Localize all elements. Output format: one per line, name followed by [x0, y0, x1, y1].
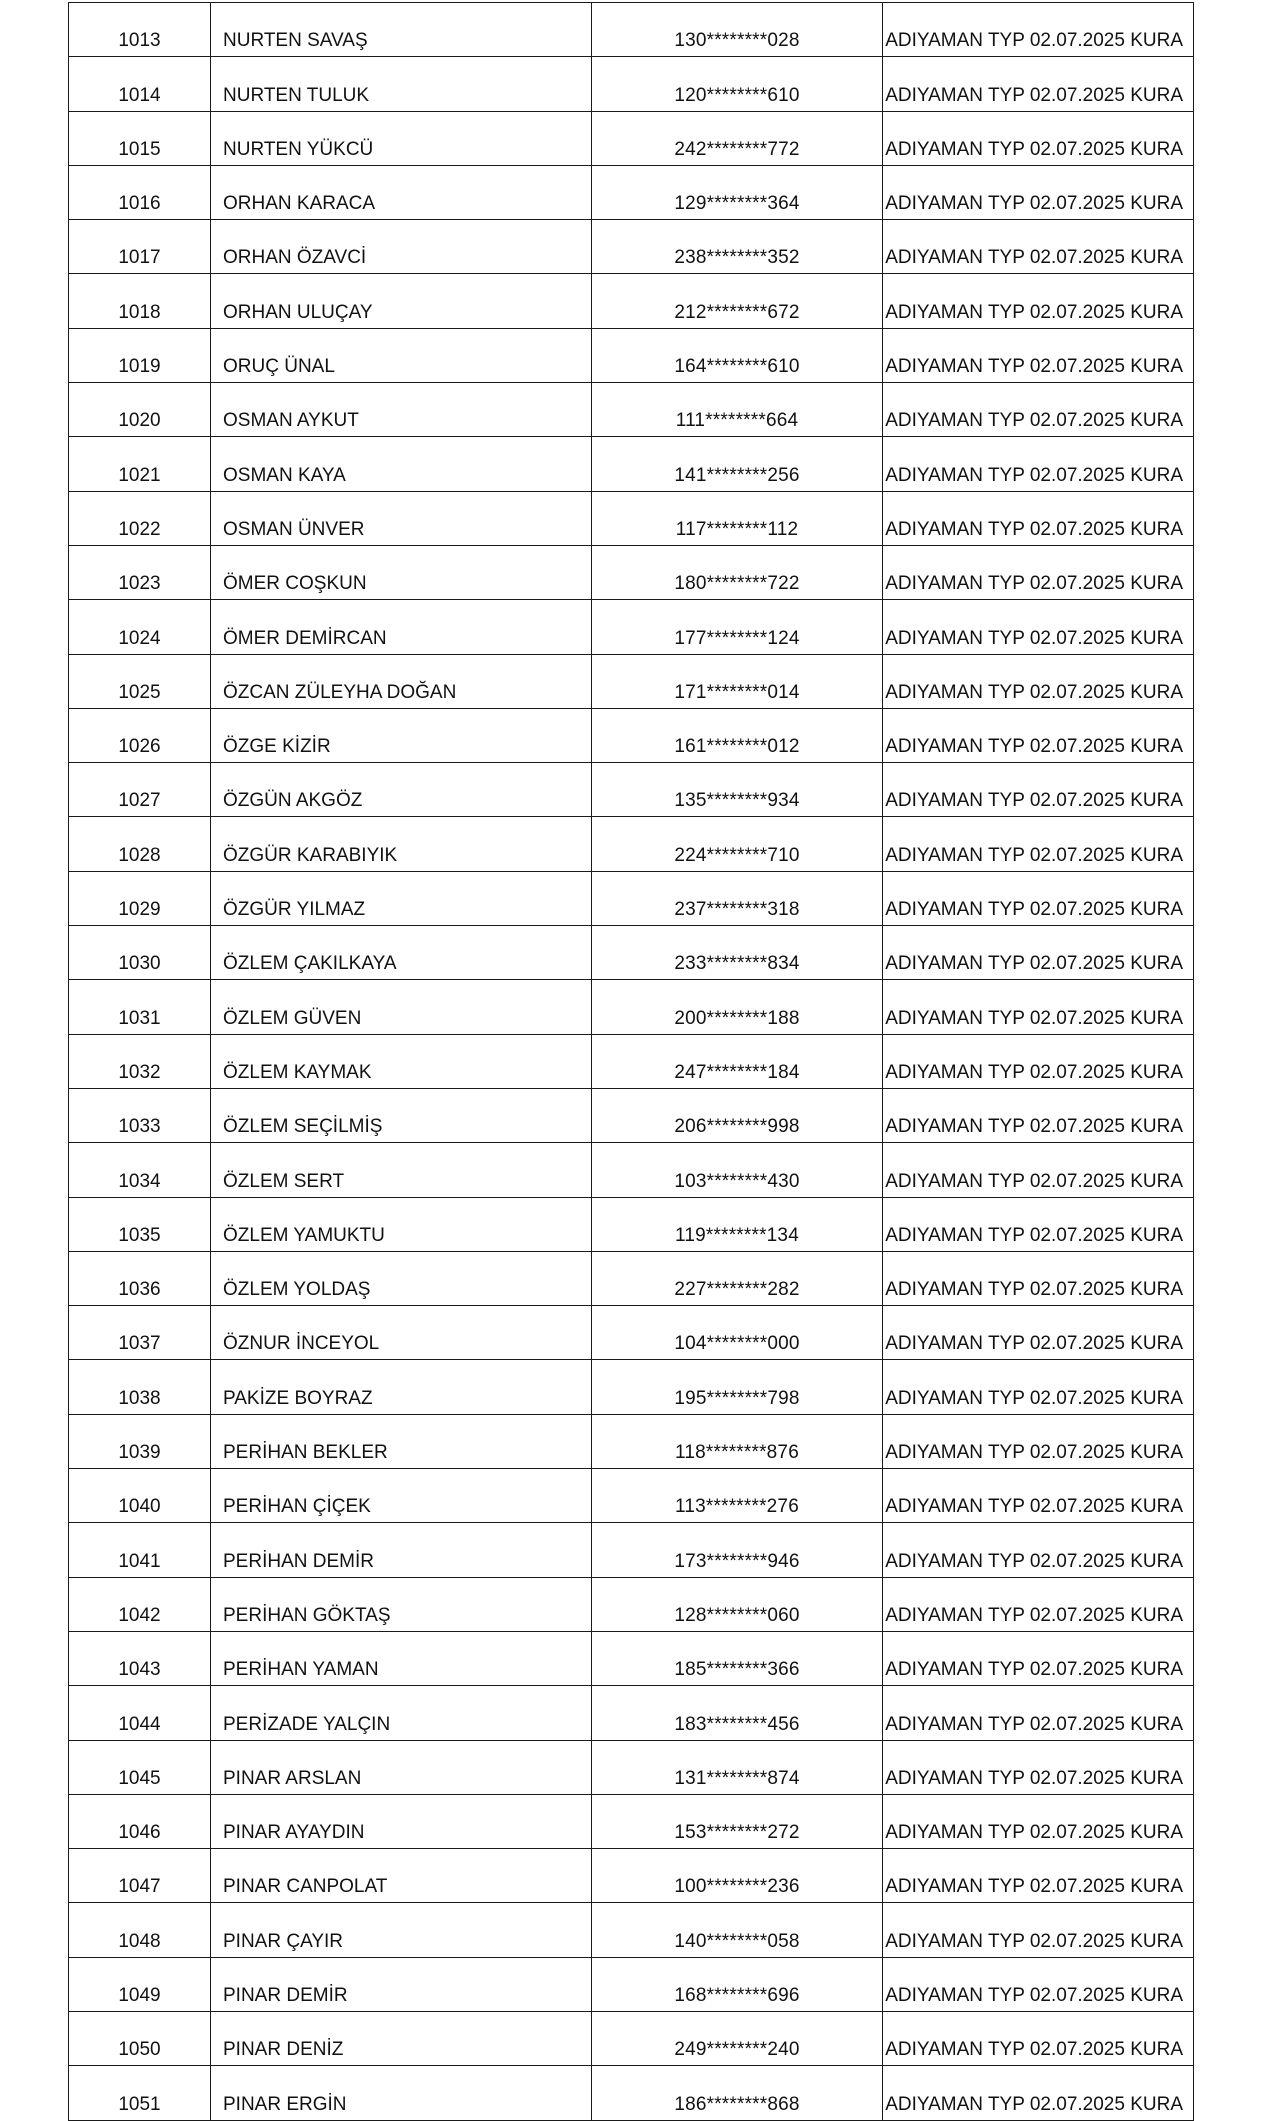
table-row — [69, 1849, 1194, 1903]
table-row — [69, 491, 1194, 545]
full-name-cell: PERİHAN BEKLER — [211, 1414, 592, 1468]
lottery-description-cell: ADIYAMAN TYP 02.07.2025 KURA — [883, 654, 1194, 708]
lottery-description-cell: ADIYAMAN TYP 02.07.2025 KURA — [883, 1469, 1194, 1523]
masked-id-cell: 171********014 — [592, 654, 883, 708]
table-row — [69, 980, 1194, 1034]
masked-id-cell: 100********236 — [592, 1849, 883, 1903]
full-name-cell: ÖZLEM SERT — [211, 1143, 592, 1197]
masked-id-cell: 183********456 — [592, 1686, 883, 1740]
row-number-cell: 1034 — [69, 1143, 211, 1197]
masked-id-cell: 118********876 — [592, 1414, 883, 1468]
full-name-cell: PERİHAN GÖKTAŞ — [211, 1577, 592, 1631]
masked-id-cell: 119********134 — [592, 1197, 883, 1251]
masked-id-cell: 233********834 — [592, 926, 883, 980]
masked-id-cell: 224********710 — [592, 817, 883, 871]
masked-id-cell: 135********934 — [592, 763, 883, 817]
full-name-cell: ÖMER COŞKUN — [211, 545, 592, 599]
lottery-description-cell: ADIYAMAN TYP 02.07.2025 KURA — [883, 165, 1194, 219]
row-number-cell: 1047 — [69, 1849, 211, 1903]
masked-id-cell: 200********188 — [592, 980, 883, 1034]
row-number-cell: 1040 — [69, 1469, 211, 1523]
table-row — [69, 1414, 1194, 1468]
table-row — [69, 383, 1194, 437]
masked-id-cell: 173********946 — [592, 1523, 883, 1577]
masked-id-cell: 128********060 — [592, 1577, 883, 1631]
row-number-cell: 1025 — [69, 654, 211, 708]
lottery-description-cell: ADIYAMAN TYP 02.07.2025 KURA — [883, 1088, 1194, 1142]
masked-id-cell: 131********874 — [592, 1740, 883, 1794]
row-number-cell: 1051 — [69, 2066, 211, 2120]
row-number-cell: 1019 — [69, 328, 211, 382]
full-name-cell: ORUÇ ÜNAL — [211, 328, 592, 382]
row-number-cell: 1018 — [69, 274, 211, 328]
table-row — [69, 1034, 1194, 1088]
full-name-cell: OSMAN ÜNVER — [211, 491, 592, 545]
lottery-description-cell: ADIYAMAN TYP 02.07.2025 KURA — [883, 708, 1194, 762]
lottery-description-cell: ADIYAMAN TYP 02.07.2025 KURA — [883, 980, 1194, 1034]
masked-id-cell: 117********112 — [592, 491, 883, 545]
row-number-cell: 1026 — [69, 708, 211, 762]
table-row — [69, 1631, 1194, 1685]
lottery-description-cell: ADIYAMAN TYP 02.07.2025 KURA — [883, 111, 1194, 165]
lottery-description-cell: ADIYAMAN TYP 02.07.2025 KURA — [883, 1523, 1194, 1577]
table-row — [69, 165, 1194, 219]
lottery-description-cell: ADIYAMAN TYP 02.07.2025 KURA — [883, 220, 1194, 274]
full-name-cell: PINAR DENİZ — [211, 2011, 592, 2065]
table-row — [69, 1306, 1194, 1360]
full-name-cell: ÖZLEM GÜVEN — [211, 980, 592, 1034]
lottery-description-cell: ADIYAMAN TYP 02.07.2025 KURA — [883, 1143, 1194, 1197]
lottery-description-cell: ADIYAMAN TYP 02.07.2025 KURA — [883, 1686, 1194, 1740]
row-number-cell: 1042 — [69, 1577, 211, 1631]
masked-id-cell: 164********610 — [592, 328, 883, 382]
table-row — [69, 1251, 1194, 1305]
lottery-description-cell: ADIYAMAN TYP 02.07.2025 KURA — [883, 274, 1194, 328]
full-name-cell: PINAR DEMİR — [211, 1957, 592, 2011]
full-name-cell: NURTEN TULUK — [211, 57, 592, 111]
full-name-cell: PAKİZE BOYRAZ — [211, 1360, 592, 1414]
row-number-cell: 1044 — [69, 1686, 211, 1740]
table-row — [69, 545, 1194, 599]
full-name-cell: OSMAN KAYA — [211, 437, 592, 491]
row-number-cell: 1024 — [69, 600, 211, 654]
lottery-description-cell: ADIYAMAN TYP 02.07.2025 KURA — [883, 545, 1194, 599]
masked-id-cell: 195********798 — [592, 1360, 883, 1414]
full-name-cell: PERİZADE YALÇIN — [211, 1686, 592, 1740]
table-row — [69, 1088, 1194, 1142]
masked-id-cell: 237********318 — [592, 871, 883, 925]
row-number-cell: 1038 — [69, 1360, 211, 1414]
full-name-cell: ÖZGÜR KARABIYIK — [211, 817, 592, 871]
row-number-cell: 1037 — [69, 1306, 211, 1360]
full-name-cell: PINAR CANPOLAT — [211, 1849, 592, 1903]
table-row — [69, 57, 1194, 111]
masked-id-cell: 104********000 — [592, 1306, 883, 1360]
table-row — [69, 2011, 1194, 2065]
lottery-description-cell: ADIYAMAN TYP 02.07.2025 KURA — [883, 763, 1194, 817]
table-row — [69, 274, 1194, 328]
table-row — [69, 1903, 1194, 1957]
lottery-description-cell: ADIYAMAN TYP 02.07.2025 KURA — [883, 1957, 1194, 2011]
row-number-cell: 1027 — [69, 763, 211, 817]
lottery-description-cell: ADIYAMAN TYP 02.07.2025 KURA — [883, 1306, 1194, 1360]
row-number-cell: 1020 — [69, 383, 211, 437]
full-name-cell: OSMAN AYKUT — [211, 383, 592, 437]
full-name-cell: PINAR ARSLAN — [211, 1740, 592, 1794]
full-name-cell: PERİHAN ÇİÇEK — [211, 1469, 592, 1523]
masked-id-cell: 113********276 — [592, 1469, 883, 1523]
masked-id-cell: 206********998 — [592, 1088, 883, 1142]
row-number-cell: 1045 — [69, 1740, 211, 1794]
full-name-cell: ORHAN ÖZAVCİ — [211, 220, 592, 274]
full-name-cell: ÖZLEM KAYMAK — [211, 1034, 592, 1088]
masked-id-cell: 168********696 — [592, 1957, 883, 2011]
row-number-cell: 1030 — [69, 926, 211, 980]
masked-id-cell: 249********240 — [592, 2011, 883, 2065]
table-row — [69, 1197, 1194, 1251]
row-number-cell: 1050 — [69, 2011, 211, 2065]
lottery-description-cell: ADIYAMAN TYP 02.07.2025 KURA — [883, 1251, 1194, 1305]
lottery-description-cell: ADIYAMAN TYP 02.07.2025 KURA — [883, 1197, 1194, 1251]
full-name-cell: ÖZGÜN AKGÖZ — [211, 763, 592, 817]
table-row — [69, 817, 1194, 871]
lottery-description-cell: ADIYAMAN TYP 02.07.2025 KURA — [883, 2066, 1194, 2120]
row-number-cell: 1014 — [69, 57, 211, 111]
row-number-cell: 1043 — [69, 1631, 211, 1685]
lottery-description-cell: ADIYAMAN TYP 02.07.2025 KURA — [883, 926, 1194, 980]
lottery-description-cell: ADIYAMAN TYP 02.07.2025 KURA — [883, 2011, 1194, 2065]
row-number-cell: 1041 — [69, 1523, 211, 1577]
table-row — [69, 1740, 1194, 1794]
row-number-cell: 1048 — [69, 1903, 211, 1957]
masked-id-cell: 161********012 — [592, 708, 883, 762]
masked-id-cell: 186********868 — [592, 2066, 883, 2120]
row-number-cell: 1028 — [69, 817, 211, 871]
row-number-cell: 1016 — [69, 165, 211, 219]
table-row — [69, 926, 1194, 980]
full-name-cell: PINAR ERGİN — [211, 2066, 592, 2120]
table-row — [69, 763, 1194, 817]
row-number-cell: 1023 — [69, 545, 211, 599]
full-name-cell: PERİHAN DEMİR — [211, 1523, 592, 1577]
full-name-cell: ORHAN KARACA — [211, 165, 592, 219]
full-name-cell: ÖMER DEMİRCAN — [211, 600, 592, 654]
lottery-description-cell: ADIYAMAN TYP 02.07.2025 KURA — [883, 3, 1194, 57]
masked-id-cell: 140********058 — [592, 1903, 883, 1957]
lottery-description-cell: ADIYAMAN TYP 02.07.2025 KURA — [883, 871, 1194, 925]
masked-id-cell: 185********366 — [592, 1631, 883, 1685]
lottery-description-cell: ADIYAMAN TYP 02.07.2025 KURA — [883, 1794, 1194, 1848]
lottery-description-cell: ADIYAMAN TYP 02.07.2025 KURA — [883, 437, 1194, 491]
full-name-cell: ÖZNUR İNCEYOL — [211, 1306, 592, 1360]
row-number-cell: 1022 — [69, 491, 211, 545]
table-row — [69, 1360, 1194, 1414]
row-number-cell: 1049 — [69, 1957, 211, 2011]
lottery-description-cell: ADIYAMAN TYP 02.07.2025 KURA — [883, 1360, 1194, 1414]
row-number-cell: 1029 — [69, 871, 211, 925]
lottery-results-table — [68, 2, 1194, 2121]
table-row — [69, 111, 1194, 165]
lottery-description-cell: ADIYAMAN TYP 02.07.2025 KURA — [883, 328, 1194, 382]
full-name-cell: ÖZLEM SEÇİLMİŞ — [211, 1088, 592, 1142]
full-name-cell: ÖZLEM YAMUKTU — [211, 1197, 592, 1251]
full-name-cell: PERİHAN YAMAN — [211, 1631, 592, 1685]
lottery-description-cell: ADIYAMAN TYP 02.07.2025 KURA — [883, 1577, 1194, 1631]
table-row — [69, 437, 1194, 491]
lottery-description-cell: ADIYAMAN TYP 02.07.2025 KURA — [883, 491, 1194, 545]
row-number-cell: 1036 — [69, 1251, 211, 1305]
table-row — [69, 1957, 1194, 2011]
row-number-cell: 1017 — [69, 220, 211, 274]
row-number-cell: 1015 — [69, 111, 211, 165]
table-row — [69, 1794, 1194, 1848]
table-row — [69, 2066, 1194, 2120]
masked-id-cell: 247********184 — [592, 1034, 883, 1088]
lottery-description-cell: ADIYAMAN TYP 02.07.2025 KURA — [883, 57, 1194, 111]
row-number-cell: 1039 — [69, 1414, 211, 1468]
full-name-cell: ÖZGÜR YILMAZ — [211, 871, 592, 925]
table-row — [69, 1143, 1194, 1197]
table-row — [69, 1523, 1194, 1577]
full-name-cell: ORHAN ULUÇAY — [211, 274, 592, 328]
masked-id-cell: 141********256 — [592, 437, 883, 491]
full-name-cell: PINAR ÇAYIR — [211, 1903, 592, 1957]
masked-id-cell: 238********352 — [592, 220, 883, 274]
lottery-description-cell: ADIYAMAN TYP 02.07.2025 KURA — [883, 1903, 1194, 1957]
masked-id-cell: 242********772 — [592, 111, 883, 165]
row-number-cell: 1035 — [69, 1197, 211, 1251]
table-row — [69, 3, 1194, 57]
table-row — [69, 654, 1194, 708]
masked-id-cell: 129********364 — [592, 165, 883, 219]
table-row — [69, 600, 1194, 654]
masked-id-cell: 130********028 — [592, 3, 883, 57]
table-body — [69, 3, 1194, 2121]
lottery-description-cell: ADIYAMAN TYP 02.07.2025 KURA — [883, 1034, 1194, 1088]
full-name-cell: ÖZLEM ÇAKILKAYA — [211, 926, 592, 980]
row-number-cell: 1013 — [69, 3, 211, 57]
masked-id-cell: 180********722 — [592, 545, 883, 599]
full-name-cell: ÖZGE KİZİR — [211, 708, 592, 762]
table-row — [69, 1686, 1194, 1740]
lottery-description-cell: ADIYAMAN TYP 02.07.2025 KURA — [883, 600, 1194, 654]
table-row — [69, 1469, 1194, 1523]
masked-id-cell: 212********672 — [592, 274, 883, 328]
row-number-cell: 1032 — [69, 1034, 211, 1088]
table-row — [69, 328, 1194, 382]
full-name-cell: NURTEN SAVAŞ — [211, 3, 592, 57]
masked-id-cell: 103********430 — [592, 1143, 883, 1197]
masked-id-cell: 177********124 — [592, 600, 883, 654]
lottery-description-cell: ADIYAMAN TYP 02.07.2025 KURA — [883, 383, 1194, 437]
table-row — [69, 708, 1194, 762]
table-row — [69, 1577, 1194, 1631]
full-name-cell: ÖZLEM YOLDAŞ — [211, 1251, 592, 1305]
masked-id-cell: 111********664 — [592, 383, 883, 437]
table-row — [69, 871, 1194, 925]
row-number-cell: 1033 — [69, 1088, 211, 1142]
row-number-cell: 1021 — [69, 437, 211, 491]
lottery-description-cell: ADIYAMAN TYP 02.07.2025 KURA — [883, 1849, 1194, 1903]
lottery-description-cell: ADIYAMAN TYP 02.07.2025 KURA — [883, 1631, 1194, 1685]
masked-id-cell: 153********272 — [592, 1794, 883, 1848]
lottery-description-cell: ADIYAMAN TYP 02.07.2025 KURA — [883, 817, 1194, 871]
table-row — [69, 220, 1194, 274]
full-name-cell: ÖZCAN ZÜLEYHA DOĞAN — [211, 654, 592, 708]
masked-id-cell: 120********610 — [592, 57, 883, 111]
full-name-cell: PINAR AYAYDIN — [211, 1794, 592, 1848]
full-name-cell: NURTEN YÜKCÜ — [211, 111, 592, 165]
lottery-description-cell: ADIYAMAN TYP 02.07.2025 KURA — [883, 1740, 1194, 1794]
row-number-cell: 1031 — [69, 980, 211, 1034]
row-number-cell: 1046 — [69, 1794, 211, 1848]
lottery-description-cell: ADIYAMAN TYP 02.07.2025 KURA — [883, 1414, 1194, 1468]
masked-id-cell: 227********282 — [592, 1251, 883, 1305]
